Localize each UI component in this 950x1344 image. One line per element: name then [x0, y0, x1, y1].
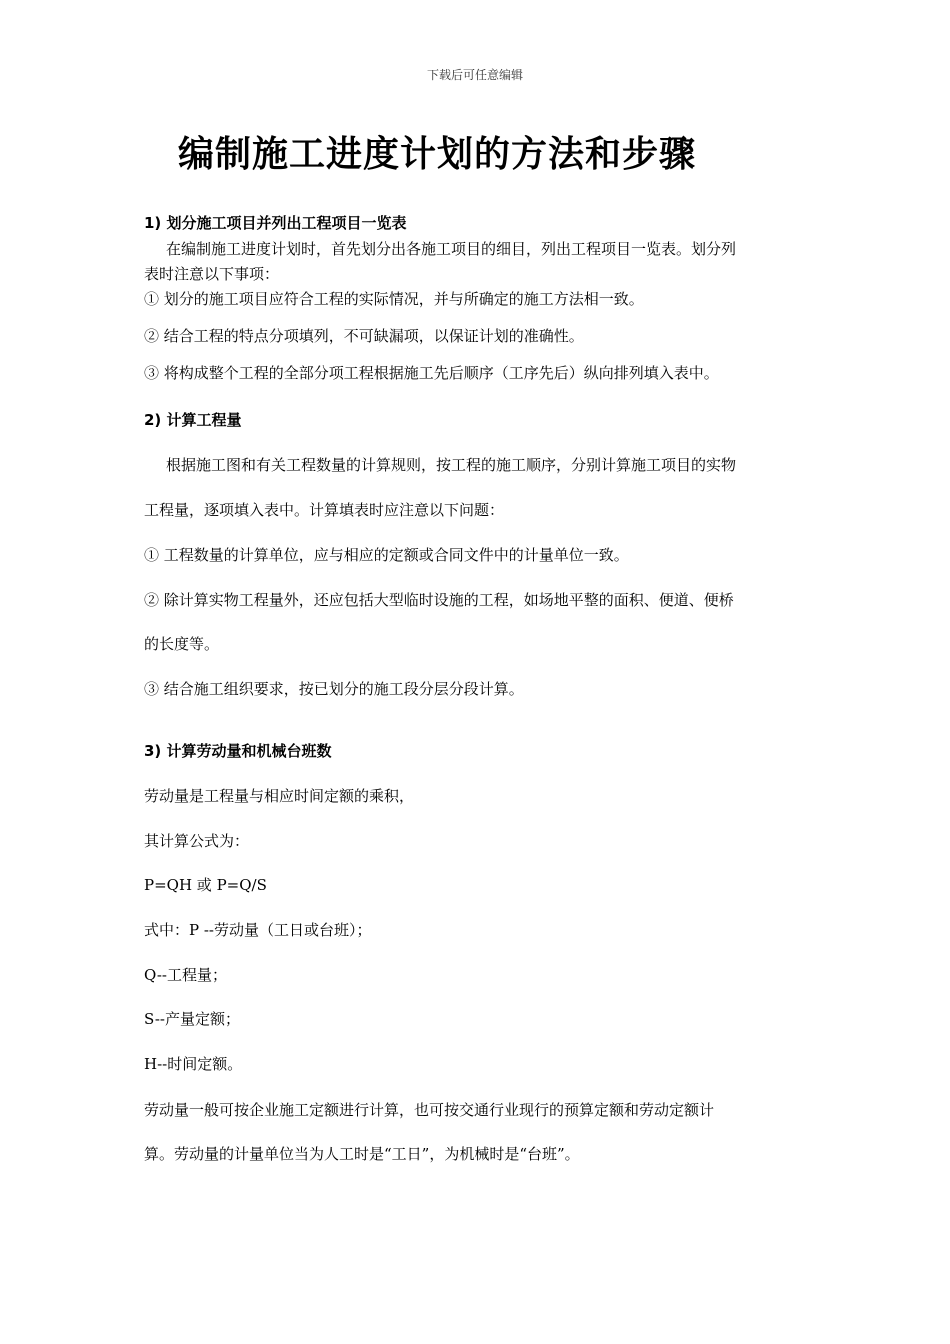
section1-item2: ② 结合工程的特点分项填列，不可缺漏项，以保证计划的准确性。 [144, 327, 584, 345]
section2-paragraph-line1: 根据施工图和有关工程数量的计算规则，按工程的施工顺序，分别计算施工项目的实物 [166, 456, 737, 474]
section3-paragraph-line2: 算。劳动量的计量单位当为人工时是“工日”，为机械时是“台班”。 [144, 1145, 580, 1163]
section2-item1: ① 工程数量的计算单位，应与相应的定额或合同文件中的计量单位一致。 [144, 546, 629, 564]
section3-line2: 其计算公式为： [144, 832, 250, 850]
section2-heading: 2) 计算工程量 [144, 411, 242, 429]
section3-heading: 3) 计算劳动量和机械台班数 [144, 742, 332, 760]
section1-item3: ③ 将构成整个工程的全部分项工程根据施工先后顺序（工序先后）纵向排列填入表中。 [144, 364, 719, 382]
page-header: 下载后可任意编辑 [426, 68, 523, 82]
formula: P=QH 或 P=Q/S [144, 876, 267, 894]
section1-heading: 1) 划分施工项目并列出工程项目一览表 [144, 214, 407, 232]
section3-paragraph-line1: 劳动量一般可按企业施工定额进行计算，也可按交通行业现行的预算定额和劳动定额计 [144, 1101, 715, 1119]
definition-q: Q--工程量； [144, 966, 227, 984]
section1-paragraph-line1: 在编制施工进度计划时，首先划分出各施工项目的细目，列出工程项目一览表。划分列 [166, 240, 737, 258]
section1-item1: ① 划分的施工项目应符合工程的实际情况，并与所确定的施工方法相一致。 [144, 290, 644, 308]
definition-s: S--产量定额； [144, 1010, 240, 1028]
definition-h: H--时间定额。 [144, 1055, 243, 1073]
section2-paragraph-line2: 工程量，逐项填入表中。计算填表时应注意以下问题： [144, 501, 505, 519]
section2-item2-line1: ② 除计算实物工程量外，还应包括大型临时设施的工程，如场地平整的面积、便道、便桥 [144, 591, 734, 609]
section2-item3: ③ 结合施工组织要求，按已划分的施工段分层分段计算。 [144, 680, 524, 698]
section2-item2-line2: 的长度等。 [144, 635, 220, 653]
section3-line1: 劳动量是工程量与相应时间定额的乘积， [144, 787, 415, 805]
document-title: 编制施工进度计划的方法和步骤 [178, 133, 697, 175]
section1-paragraph-line2: 表时注意以下事项： [144, 265, 280, 283]
definition-p: 式中：P --劳动量（工日或台班）； [144, 921, 372, 939]
